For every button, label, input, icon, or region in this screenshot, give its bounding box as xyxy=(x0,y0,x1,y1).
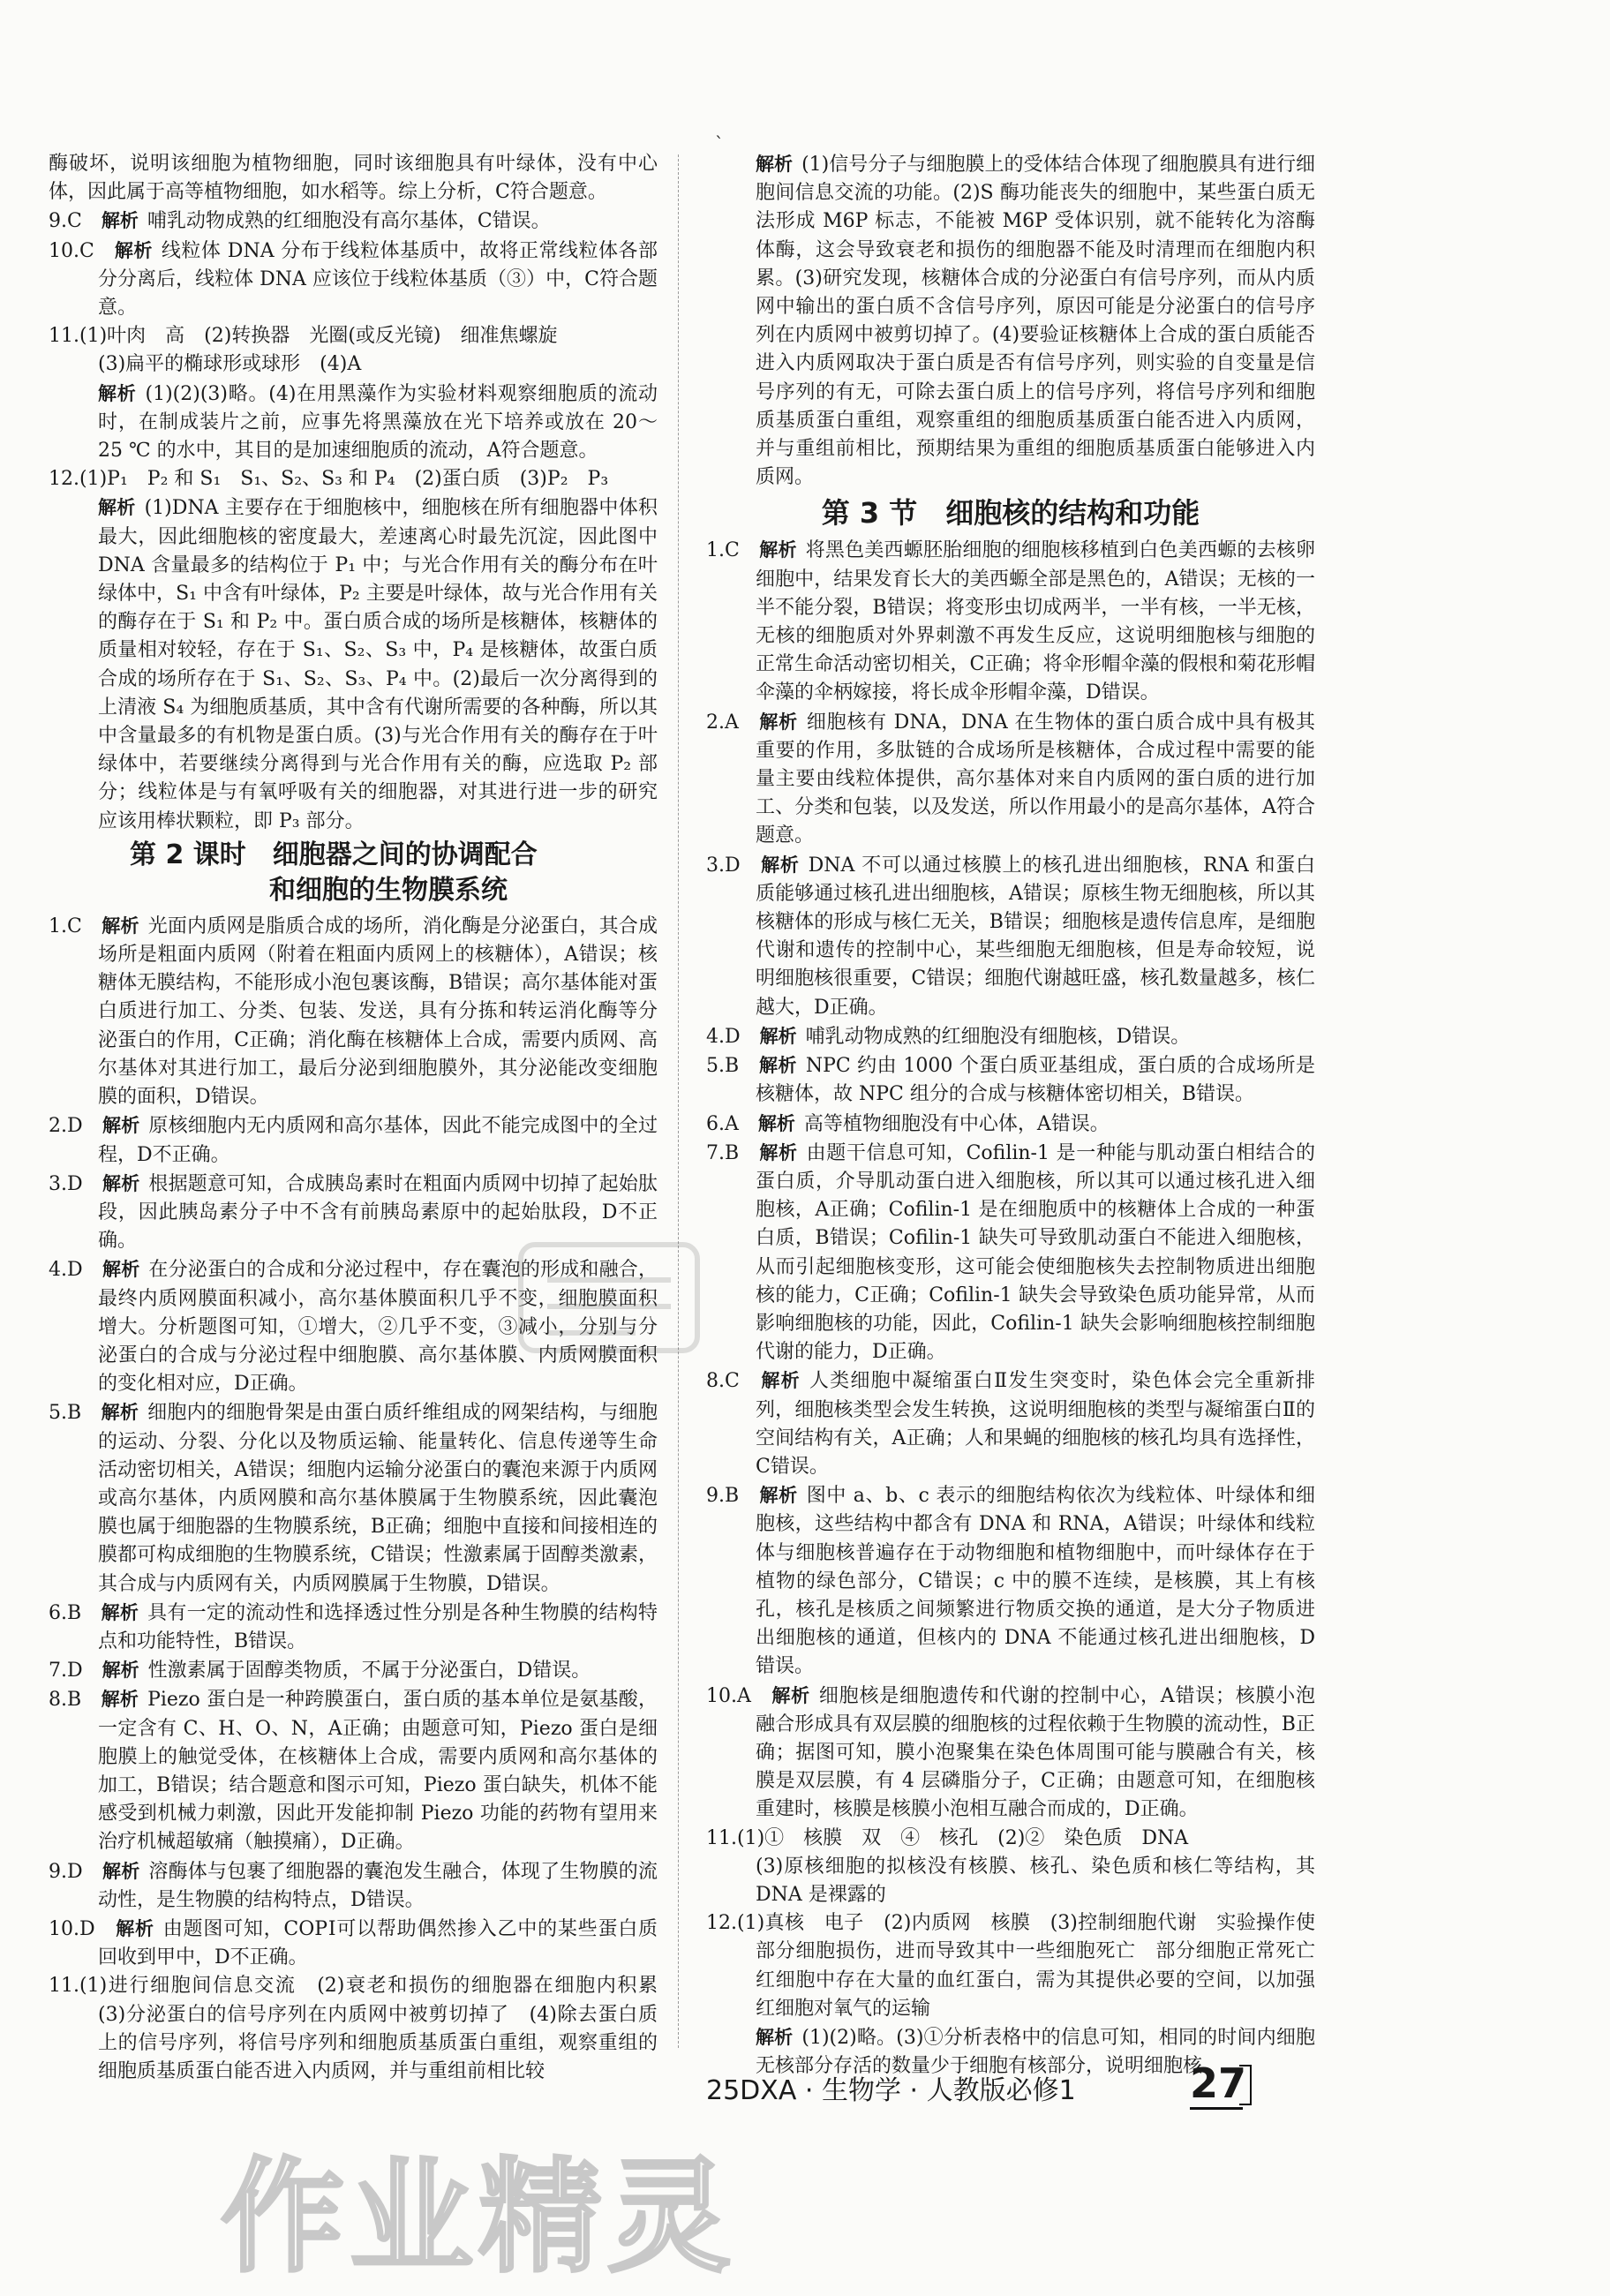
lesson-item-9: 9.D 解析 溶酶体与包裹了细胞器的囊泡发生融合，体现了生物膜的流动性，是生物膜的结构特点，D错误。 xyxy=(49,1860,658,1911)
answer-item-9: 9.C 解析 哺乳动物成熟的红细胞没有高尔基体，C错误。 xyxy=(49,210,551,233)
lesson-item-2: 2.D 解析 原核细胞内无内质网和高尔基体，因此不能完成图中的全过程，D不正确。 xyxy=(49,1115,658,1166)
page-number-underline xyxy=(1190,2107,1243,2110)
section-item-1: 1.C 解析 将黑色美西螈胚胎细胞的细胞核移植到白色美西螈的去核卵细胞中，结果发育长大的美西螈全部是黑色的，A错误；无核的一半不能分裂，B错误；将变形虫切成两半，一半有核，一半无核，无核的细胞质对外界刺激不再发生反应，这说明细胞核与细胞的正常生命活动密切相关，C正确；将伞形帽伞藻的假根和菊花形帽伞藻的伞柄嫁接，将长成伞形帽伞藻，D错误。 xyxy=(706,539,1315,704)
left-column xyxy=(49,150,678,2086)
lesson-item-5: 5.B 解析 细胞内的细胞骨架是由蛋白质纤维组成的网架结构，与细胞的运动、分裂、分化以及物质运输、能量转化、信息传递等生命活动密切相关，A错误；细胞内运输分泌蛋白的囊泡来源于内质网或高尔基体，内质网膜和高尔基体膜属于生物膜系统，因此囊泡膜也属于细胞器的生物膜系统，B正确；细胞中直接和间接相连的膜都可构成细胞的生物膜系统，C错误；性激素属于固醇类激素，其合成与内质网有关，内质网膜属于生物膜，D错误。 xyxy=(49,1402,658,1595)
section-item-9: 9.B 解析 图中 a、b、c 表示的细胞结构依次为线粒体、叶绿体和细胞核，这些结构中都含有 DNA 和 RNA，A错误；叶绿体和线粒体与细胞核普遍存在于动物细胞和植物细胞中，而叶绿体存在于植物的绿色部分，C错误；c 中的膜不连续，是核膜，其上有核孔，核孔是核质之间频繁进行物质交换的通道，是大分子物质进出细胞核的通道，但核内的 DNA 不能通过核孔进出细胞核，D错误。 xyxy=(706,1485,1315,1678)
lesson-item-6: 6.B 解析 具有一定的流动性和选择透过性分别是各种生物膜的结构特点和功能特性，B错误。 xyxy=(49,1601,658,1652)
page-tab-mark xyxy=(1239,2065,1252,2105)
section-title: 第 3 节 细胞核的结构和功能 xyxy=(821,496,1200,531)
lesson-item-3: 3.D 解析 根据题意可知，合成胰岛素时在粗面内质网中切掉了起始肽段，因此胰岛素分子中不含有前胰岛素原中的起始肽段，D不正确。 xyxy=(49,1172,658,1253)
lesson-title: 第 2 课时 细胞器之间的协调配合 和细胞的生物膜系统 xyxy=(130,839,538,906)
book-series-label: 25DXA · 生物学 · 人教版必修1 xyxy=(706,2075,1076,2106)
section-item-12: 12.(1)真核 电子 (2)内质网 核膜 (3)控制细胞代谢 实验操作使部分细胞损伤，进而导致其中一些细胞死亡 部分细胞正常死亡 红细胞中存在大量的血红蛋白，需为其提供必要的空间，以加强红细胞对氧气的运输 xyxy=(706,1912,1335,2020)
lesson-item-8: 8.B 解析 Piezo 蛋白是一种跨膜蛋白，蛋白质的基本单位是氨基酸，一定含有 C、H、O、N，A正确；由题意可知，Piezo 蛋白是细胞膜上的触觉受体，在核糖体上合成，需要内质网和高尔基体的加工，B错误；结合题意和图示可知，Piezo 蛋白缺失，机体不能感受到机械力刺激，因此开发能抑制 Piezo 功能的药物有望用来治疗机械超敏痛（触摸痛），D正确。 xyxy=(49,1689,658,1854)
answer-item-11: 11.(1)叶肉 高 (2)转换器 光圈(或反光镜) 细准焦螺旋 xyxy=(49,325,558,348)
section-item-6: 6.A 解析 高等植物细胞没有中心体，A错误。 xyxy=(706,1112,1110,1135)
page-number: 27 xyxy=(1190,2059,1247,2107)
speck: ` xyxy=(715,132,724,154)
section-item-5: 5.B 解析 NPC 约由 1000 个蛋白质亚基组成，蛋白质的合成场所是核糖体，故 NPC 组分的合成与核糖体密切相关，B错误。 xyxy=(706,1055,1315,1106)
section-item-8: 8.C 解析 人类细胞中凝缩蛋白Ⅱ发生突变时，染色体会完全重新排列，细胞核类型会发生转换，这说明细胞核的类型与凝缩蛋白Ⅱ的空间结构有关，A正确；人和果蝇的细胞核的核孔均具有选择性，C错误。 xyxy=(706,1370,1315,1478)
section-item-7: 7.B 解析 由题干信息可知，Cofilin-1 是一种能与肌动蛋白相结合的蛋白质，介导肌动蛋白进入细胞核，所以其可以通过核孔进入细胞核，A正确；Cofilin-1 是在细胞质中的核糖体上合成的一种蛋白质，B错误；Cofilin-1 缺失可导致肌动蛋白不能进入细胞核，从而引起细胞核变形，这可能会使细胞核失去控制物质进出细胞核的能力，C正确；Cofilin-1 缺失会导致染色质功能异常，从而影响细胞核的功能，因此，Cofilin-1 缺失会影响细胞核控制细胞代谢的能力，D正确。 xyxy=(706,1141,1315,1364)
answer-item-11-analysis: 解析 (1)(2)(3)略。(4)在用黑藻作为实验材料观察细胞质的流动时，在制成装片之前，应事先将黑藻放在光下培养或放在 20～25 ℃ 的水中，其目的是加速细胞质的流动，A符合题意。 xyxy=(98,382,658,463)
section-item-10: 10.A 解析 细胞核是细胞遗传和代谢的控制中心，A错误；核膜小泡融合形成具有双层膜的细胞核的过程依赖于生物膜的流动性，B正确；据图可知，膜小泡聚集在染色体周围可能与膜融合有关，核膜是双层膜，有 4 层磷脂分子，C正确；由题意可知，在细胞核重建时，核膜是核膜小泡相互融合而成的，D正确。 xyxy=(706,1684,1315,1821)
lesson-item-4: 4.D 解析 在分泌蛋白的合成和分泌过程中，存在囊泡的形成和融合，最终内质网膜面积减小，高尔基体膜面积几乎不变，细胞膜面积增大。分析题图可知，①增大，②几乎不变，③减小，分别与分泌蛋白的合成与分泌过程中细胞膜、高尔基体膜、内质网膜面积的变化相对应，D正确。 xyxy=(49,1259,658,1396)
continued-analysis: 解析 (1)信号分子与细胞膜上的受体结合体现了细胞膜具有进行细胞间信息交流的功能。(2)S 酶功能丧失的细胞中，某些蛋白质无法形成 M6P 标志，不能被 M6P 受体识别，就不能转化为溶酶体酶，这会导致衰老和损伤的细胞器不能及时清理而在细胞内积累。(3)研究发现，核糖体合成的分泌蛋白有信号序列，而从内质网中输出的蛋白质不含信号序列，原因可能是分泌蛋白的信号序列在内质网中被剪切掉了。(4)要验证核糖体上合成的蛋白质能否进入内质网取决于蛋白质是否有信号序列，则实验的自变量是信号序列的有无，可除去蛋白质上的信号序列，将信号序列和细胞质基质蛋白重组，观察重组的细胞质基质蛋白能否进入内质网，并与重组前相比，预期结果为重组的细胞质基质蛋白能够进入内质网。 xyxy=(756,154,1315,489)
answer-item-12: 12.(1)P₁ P₂ 和 S₁ S₁、S₂、S₃ 和 P₄ (2)蛋白质 (3)P₂ P₃ xyxy=(49,468,609,491)
answer-item-12-analysis: 解析 (1)DNA 主要存在于细胞核中，细胞核在所有细胞器中体积最大，因此细胞核的密度最大，差速离心时最先沉淀，因此图中 DNA 含量最多的结构位于 P₁ 中；与光合作用有关的酶分布在叶绿体中，S₁ 中含有叶绿体，P₂ 主要是叶绿体，故与光合作用有关的酶存在于 S₁ 和 P₂ 中。蛋白质合成的场所是核糖体，核糖体的质量相对较轻，存在于 S₁、S₂、S₃ 中，P₄ 是核糖体，故蛋白质合成的场所存在于 S₁、S₂、S₃、P₄ 中。(2)最后一次分离得到的上清液 S₄ 为细胞质基质，其中含有代谢所需要的各种酶，所以其中含量最多的有机物是蛋白质。(3)与光合作用有关的酶存在于叶绿体中，若要继续分离得到与光合作用有关的酶，应选取 P₂ 部分；线粒体是与有氧呼吸有关的细胞器，对其进行进一步的研究应该用棒状颗粒，即 P₃ 部分。 xyxy=(98,497,658,832)
answer-item-11-answer2: (3)扁平的椭球形或球形 (4)A xyxy=(98,353,362,376)
page-footer xyxy=(706,2061,1315,2123)
section-item-3: 3.D 解析 DNA 不可以通过核膜上的核孔进出细胞核，RNA 和蛋白质能够通过核孔进出细胞核，A错误；原核生物无细胞核，所以其核糖体的形成与核仁无关，B错误；细胞核是遗传信息库，是细胞代谢和遗传的控制中心，某些细胞无细胞核，但是寿命较短，说明细胞核很重要，C错误；细胞代谢越旺盛，核孔数量越多，核仁越大，D正确。 xyxy=(706,854,1315,1019)
right-column xyxy=(706,150,1335,2081)
watermark-text: 作业精灵 xyxy=(221,2146,737,2290)
lesson-item-7: 7.D 解析 性激素属于固醇类物质，不属于分泌蛋白，D错误。 xyxy=(49,1660,591,1682)
stamp-overlay-icon xyxy=(494,1227,724,1377)
section-item-2: 2.A 解析 细胞核有 DNA，DNA 在生物体的蛋白质合成中具有极其重要的作用，多肽链的合成场所是核糖体，合成过程中需要的能量主要由线粒体提供，高尔基体对来自内质网的蛋白质的进行加工、分类和包装，以及发送，所以作用最小的是高尔基体，A符合题意。 xyxy=(706,711,1316,847)
answer-item-10: 10.C 解析 线粒体 DNA 分布于线粒体基质中，故将正常线粒体各部分分离后，线粒体 DNA 应该位于线粒体基质（③）中，C符合题意。 xyxy=(49,239,658,320)
section-item-4: 4.D 解析 哺乳动物成熟的红细胞没有细胞核，D错误。 xyxy=(706,1025,1191,1048)
lesson-item-1: 1.C 解析 光面内质网是脂质合成的场所，消化酶是分泌蛋白，其合成场所是粗面内质网（附着在粗面内质网上的核糖体），A错误；核糖体无膜结构，不能形成小泡包裹该酶，B错误；高尔基体能对蛋白质进行加工、分类、包装、发送，具有分拣和转运消化酶等分泌蛋白的作用，C正确；消化酶在核糖体上合成，需要内质网、高尔基体对其进行加工，最后分泌到细胞膜外，其分泌能改变细胞膜的面积，D错误。 xyxy=(49,915,658,1109)
section-item-11: 11.(1)① 核膜 双 ④ 核孔 (2)② 染色质 DNA xyxy=(706,1826,1189,1849)
lesson-item-11: 11.(1)进行细胞间信息交流 (2)衰老和损伤的细胞器在细胞内积累 (3)分泌蛋白的信号序列在内质网中被剪切掉了 (4)除去蛋白质上的信号序列，将信号序列和细胞质基质蛋白重组，观察重组的细胞质基质蛋白能否进入内质网，并与重组前相比较 xyxy=(49,1975,678,2082)
column-divider xyxy=(678,154,679,2048)
section-item-11-cont: (3)原核细胞的拟核没有核膜、核孔、染色质和核仁等结构，其 DNA 是裸露的 xyxy=(756,1855,1315,1906)
section-item-12-analysis: 解析 (1)(2)略。(3)①分析表格中的信息可知，相同的时间内细胞无核部分存活的数量少于细胞有核部分，说明细胞核 xyxy=(756,2027,1316,2078)
lesson-item-10: 10.D 解析 由题图可知，COPⅠ可以帮助偶然掺入乙中的某些蛋白质回收到甲中，D不正确。 xyxy=(49,1917,658,1969)
continued-text: 酶破坏，说明该细胞为植物细胞，同时该细胞具有叶绿体，没有中心体，因此属于高等植物细胞，如水稻等。综上分析，C符合题意。 xyxy=(49,153,658,204)
